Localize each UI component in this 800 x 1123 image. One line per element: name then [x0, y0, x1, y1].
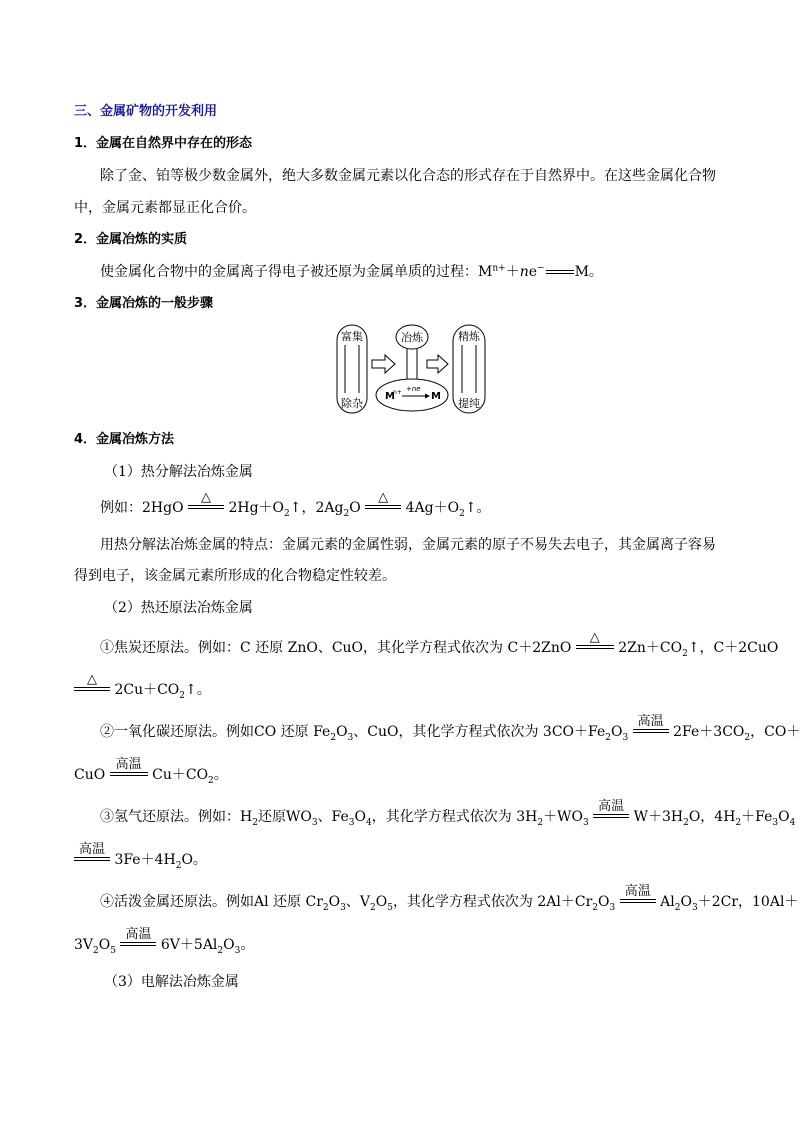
- right-arrow-icon: [372, 355, 395, 373]
- condition-high-temp: 高温: [78, 842, 105, 857]
- delta-icon: △: [589, 630, 600, 645]
- formula-e: e: [528, 264, 538, 280]
- eq-text: ，其化学方程式依次为 2Al＋Cr: [392, 894, 593, 910]
- eq-text: 6V＋5Al: [160, 937, 218, 953]
- eq-text: 2Fe＋3CO: [673, 724, 745, 740]
- eq-text: 、V: [345, 894, 370, 910]
- eq-text: ↑。: [464, 500, 491, 516]
- eq-text: 。: [213, 767, 228, 783]
- eq-text: ↑，2Ag: [289, 500, 344, 516]
- eq-text: O: [375, 894, 388, 910]
- right-arrow-icon: [427, 355, 448, 373]
- formula-m: M: [478, 264, 493, 280]
- eq-text: O: [778, 809, 790, 825]
- eq-text: W＋3H: [633, 809, 684, 825]
- reaction-arrow-label: +ne: [406, 385, 421, 393]
- formula-end: M。: [574, 264, 603, 280]
- reaction-condition: [120, 927, 156, 949]
- coke-reduction-line-1: ①焦炭还原法。例如：C 还原 ZnO、CuO，其化学方程式依次为 C＋2ZnO △ $2Zn+CO_2↑$，C＋2CuO: [100, 630, 779, 659]
- paragraph-1-line-2: 中，金属元素都显正化合价。: [74, 200, 256, 216]
- h2-reduction-line-1: ③氢气还原法。例如：$H_2$还原$WO_3$、$Fe_3O_4$，其化学方程式依次为 $3H_2+WO_3$ 高温 $W+3H_2O$，$4H_2+Fe_3O_4$: [100, 799, 796, 828]
- condition-high-temp: 高温: [598, 799, 625, 814]
- eq-text: ＋Fe: [741, 809, 773, 825]
- eq-text: O: [349, 500, 361, 516]
- formula-charge: n+: [492, 263, 506, 274]
- coke-reduction-line-2: △ $2Cu+CO_2↑$。: [74, 680, 211, 700]
- eq-text: 3V: [74, 937, 94, 953]
- label-jinglian: 精炼: [458, 330, 480, 343]
- eq-text: ＋2Cr，10Al＋: [697, 894, 799, 910]
- label-fuji: 富集: [341, 330, 363, 343]
- eq-text: Cu＋CO: [152, 767, 209, 783]
- eq-text: ③氢气还原法。例如：H: [100, 809, 253, 825]
- eq-text: 还原WO: [257, 809, 312, 825]
- eq-text: 、Fe: [317, 809, 349, 825]
- eq-text: O，4H: [688, 809, 736, 825]
- label-yelian: 冶炼: [401, 331, 423, 344]
- reaction-condition: [74, 672, 110, 694]
- reaction-m-ion: M: [385, 391, 395, 402]
- co-reduction-line-2: CuO 高温 $Cu+CO_2$。: [74, 757, 228, 786]
- formula-plus: ＋: [505, 264, 520, 280]
- paragraph-1-line-1: 除了金、铂等极少数金属外，绝大多数金属元素以化合态的形式存在于自然界中。在这些金属化合物: [100, 168, 716, 184]
- active-metal-reduction-line-1: ④活泼金属还原法。例如Al 还原 $Cr_2O_3$、$V_2O_5$，其化学方程式依次为 $2Al+Cr_2O_3$ 高温 $Al_2O_3+2Cr$，10Al＋: [100, 884, 799, 913]
- reaction-condition: [365, 490, 401, 512]
- eq-text: O: [336, 724, 348, 740]
- paragraph-2: [100, 262, 603, 282]
- condition-high-temp: 高温: [125, 927, 152, 942]
- eq-text: ④活泼金属还原法。例如Al 还原 Cr: [100, 894, 323, 910]
- reaction-charge: n+: [393, 389, 402, 396]
- reaction-m: M: [431, 391, 441, 402]
- eq-text: O: [598, 894, 610, 910]
- eq-text: ①焦炭还原法。例如：C 还原 ZnO、CuO，其化学方程式依次为 C＋2ZnO: [100, 640, 572, 656]
- label-chuza: 除杂: [341, 397, 363, 410]
- heading-4: 4．金属冶炼方法: [74, 432, 175, 447]
- method-1-feature-line-1: 用热分解法冶炼金属的特点：金属元素的金属性弱，金属元素的原子不易失去电子，其金属离子容易: [100, 537, 716, 553]
- condition-high-temp: 高温: [115, 757, 142, 772]
- reaction-condition: [188, 490, 224, 512]
- h2-reduction-line-2: 高温 $3Fe+4H_2O$。: [74, 850, 207, 870]
- eq-text: ＋WO: [543, 809, 583, 825]
- section-title: 三、金属矿物的开发利用: [74, 104, 218, 119]
- eq-text: O: [680, 894, 692, 910]
- eq-text: 3Fe＋4H: [114, 852, 176, 868]
- eq-text: 。: [240, 937, 255, 953]
- co-reduction-line-1: ②一氧化碳还原法。例如CO 还原 $Fe_2O_3$、CuO，其化学方程式依次为 $3CO+Fe_2O_3$ 高温 $2Fe+3CO_2$，CO＋: [100, 714, 800, 743]
- method-1-example: 例如：2HgO △ $2Hg+O_2↑$，$2Ag_2O$ △ $4Ag+O_2↑$。: [100, 490, 491, 519]
- smelting-steps-diagram: [335, 323, 490, 415]
- eq-text: ↑。: [185, 682, 211, 698]
- condition-high-temp: 高温: [624, 884, 651, 899]
- reaction-condition: [576, 630, 614, 652]
- eq-text: O: [611, 724, 623, 740]
- reaction-condition: [620, 884, 656, 906]
- reaction-condition: [74, 842, 110, 864]
- eq-text: 例如：2HgO: [100, 500, 184, 516]
- eq-text: Al: [660, 894, 675, 910]
- method-1-feature-line-2: 得到电子，该金属元素所形成的化合物稳定性较差。: [74, 568, 396, 584]
- eq-text: ，CO＋: [750, 724, 800, 740]
- formula-n: n: [519, 264, 529, 280]
- eq-text: ↑，C＋2CuO: [687, 640, 779, 656]
- active-metal-reduction-line-2: $3V_2O_5$ 高温 $6V+5Al_2O_3$。: [74, 927, 255, 956]
- eq-text: ，其化学方程式依次为 3H: [371, 809, 538, 825]
- eq-text: O: [223, 937, 235, 953]
- method-1-title: （1）热分解法冶炼金属: [104, 464, 253, 480]
- eq-text: 4Ag＋O: [405, 500, 460, 516]
- eq-text: 2Hg＋O: [228, 500, 285, 516]
- heading-2: 2．金属冶炼的实质: [74, 232, 188, 247]
- method-3-title: （3）电解法冶炼金属: [104, 974, 239, 990]
- method-2-title: （2）热还原法冶炼金属: [104, 600, 253, 616]
- delta-icon: △: [87, 672, 97, 687]
- eq-text: ②一氧化碳还原法。例如CO 还原 Fe: [100, 724, 331, 740]
- eq-text: O: [354, 809, 367, 825]
- heading-1: 1．金属在自然界中存在的形态: [74, 136, 253, 151]
- eq-text: CuO: [74, 767, 106, 783]
- eq-text: 、CuO，其化学方程式依次为 3CO＋Fe: [353, 724, 606, 740]
- delta-icon: △: [201, 490, 212, 505]
- condition-high-temp: 高温: [637, 714, 664, 729]
- eq-text: O: [328, 894, 341, 910]
- reaction-condition: [110, 757, 148, 779]
- label-tichun: 提纯: [458, 397, 480, 410]
- eq-text: 2Cu＋CO: [114, 682, 180, 698]
- eq-text: 2Zn＋CO: [618, 640, 683, 656]
- formula-e-charge: −: [537, 263, 545, 274]
- reaction-condition: [633, 714, 669, 736]
- eq-text: O。: [181, 852, 207, 868]
- delta-icon: △: [378, 490, 389, 505]
- eq-text: O: [98, 937, 111, 953]
- reaction-condition: [593, 799, 629, 821]
- paragraph-2-text: 使金属化合物中的金属离子得电子被还原为金属单质的过程：: [100, 264, 478, 280]
- double-equal-sign: [546, 270, 574, 274]
- heading-3: 3．金属冶炼的一般步骤: [74, 296, 214, 311]
